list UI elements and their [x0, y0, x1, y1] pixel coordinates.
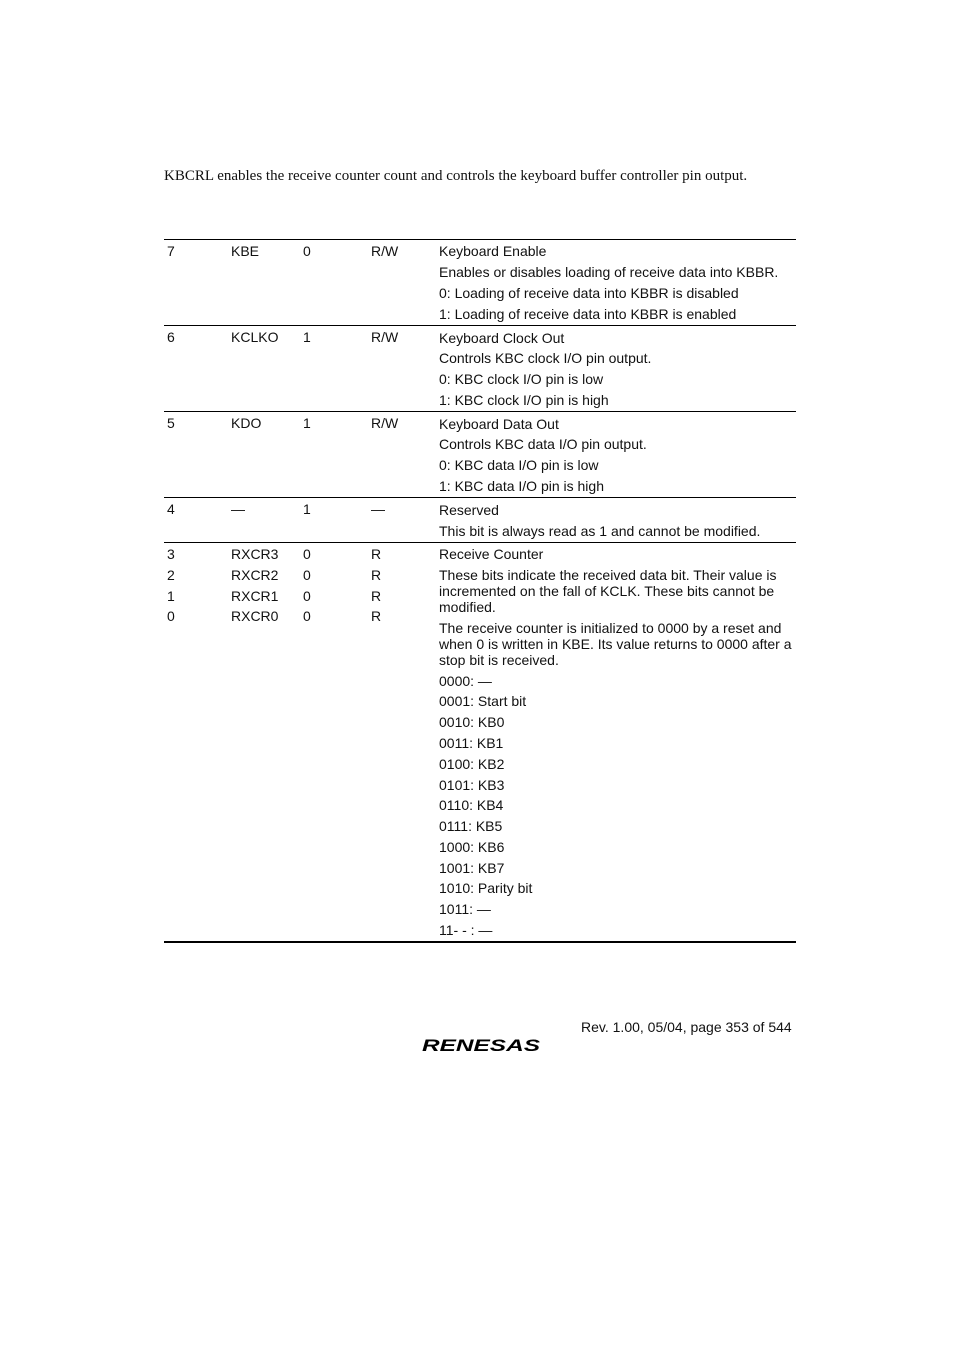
description-text: Controls KBC clock I/O pin output.: [439, 350, 652, 367]
table-row: [164, 239, 796, 325]
bit-cell: [167, 241, 217, 262]
initial-value-cell-line: 1: [303, 329, 311, 346]
rw-cell: [371, 241, 431, 262]
description-text: 0111: KB5: [439, 818, 503, 835]
description-title: Keyboard Enable: [439, 243, 547, 260]
description-text: 0011: KB1: [439, 735, 504, 752]
description-cell: [439, 499, 796, 541]
rw-cell-line: R/W: [371, 243, 399, 259]
bit-cell: [167, 413, 217, 434]
rw-cell-line: —: [371, 501, 385, 518]
description-text: 1010: Parity bit: [439, 880, 533, 897]
description-text: 0: KBC clock I/O pin is low: [439, 371, 604, 388]
description-text: This bit is always read as 1 and cannot be modified.: [439, 522, 761, 539]
bit-cell-line: 4: [167, 501, 175, 518]
intro-paragraph: KBCRL enables the receive counter count and controls the keyboard buffer controller pin output.: [164, 168, 748, 184]
description-text: Enables or disables loading of receive data into KBBR.: [439, 264, 779, 281]
bit-name-cell-line: RXCR2: [231, 566, 279, 583]
renesas-logo: [422, 1035, 542, 1055]
initial-value-cell-line: 1: [303, 501, 311, 518]
rw-cell: [371, 327, 431, 348]
bit-name-cell-line: RXCR0: [231, 608, 279, 625]
rw-cell-line: R: [371, 608, 382, 625]
initial-value-cell-line: 0: [303, 566, 311, 583]
bit-cell-line: 7: [167, 243, 175, 259]
description-text: 11- - : —: [439, 922, 493, 939]
description-text: 0: Loading of receive data into KBBR is disabled: [439, 284, 739, 301]
bit-cell: [167, 544, 217, 627]
rw-cell-line: R: [371, 587, 382, 604]
rw-cell: [371, 544, 431, 627]
bit-name-cell-line: KBE: [231, 243, 260, 259]
description-title: Receive Counter: [439, 546, 544, 563]
description-text: 1001: KB7: [439, 859, 505, 876]
description-text: 0010: KB0: [439, 714, 505, 731]
bit-name-cell: [231, 241, 301, 262]
description-title: Keyboard Clock Out: [439, 329, 565, 346]
initial-value-cell: [303, 413, 363, 434]
rw-cell: [371, 413, 431, 434]
bit-cell: [167, 499, 217, 520]
initial-value-cell-line: 0: [303, 243, 311, 259]
initial-value-cell: [303, 327, 363, 348]
description-cell: [439, 544, 796, 941]
description-cell: [439, 413, 796, 496]
bit-name-cell-line: RXCR1: [231, 587, 279, 604]
bit-name-cell: [231, 544, 301, 627]
page-info: Rev. 1.00, 05/04, page 353 of 544: [581, 1019, 792, 1035]
description-cell: [439, 241, 796, 324]
bit-cell-line: 2: [167, 566, 175, 583]
initial-value-cell-line: 0: [303, 587, 311, 604]
description-text: 1000: KB6: [439, 838, 505, 855]
initial-value-cell: [303, 544, 363, 627]
description-title: Keyboard Data Out: [439, 415, 559, 432]
bit-name-cell: [231, 499, 301, 520]
initial-value-cell-line: 1: [303, 415, 311, 432]
description-text: Controls KBC data I/O pin output.: [439, 436, 647, 453]
initial-value-cell: [303, 499, 363, 520]
bit-name-cell-line: —: [231, 501, 245, 518]
rw-cell: [371, 499, 431, 520]
description-text: 1: KBC data I/O pin is high: [439, 477, 604, 494]
bit-cell-line: 3: [167, 545, 175, 562]
description-text: 0001: Start bit: [439, 693, 527, 710]
rw-cell-line: R: [371, 545, 382, 562]
description-text: 0000: —: [439, 672, 492, 689]
description-text: 0: KBC data I/O pin is low: [439, 457, 599, 474]
table-row: [164, 542, 796, 944]
svg-text:RENESAS: RENESAS: [422, 1036, 541, 1055]
bit-cell: [167, 327, 217, 348]
rw-cell-line: R/W: [371, 329, 399, 346]
description-title: Reserved: [439, 501, 499, 518]
bit-name-cell-line: KCLKO: [231, 329, 279, 346]
bit-cell-line: 5: [167, 415, 175, 432]
description-text: 0101: KB3: [439, 776, 505, 793]
description-text: 0110: KB4: [439, 797, 504, 814]
bit-cell-line: 1: [167, 587, 175, 604]
description-text: The receive counter is initialized to 0000 by a reset and when 0 is written in KBE. Its value returns to 0000 after a stop bit is received.: [439, 619, 792, 668]
description-text: 1: KBC clock I/O pin is high: [439, 391, 609, 408]
rw-cell-line: R/W: [371, 415, 399, 432]
bit-cell-line: 6: [167, 329, 175, 346]
description-text: 1: Loading of receive data into KBBR is enabled: [439, 305, 737, 322]
initial-value-cell-line: 0: [303, 608, 311, 625]
rw-cell-line: R: [371, 566, 382, 583]
bit-name-cell: [231, 327, 301, 348]
bit-name-cell: [231, 413, 301, 434]
description-text: 1011: —: [439, 901, 491, 918]
register-bit-table: [164, 239, 796, 943]
bit-name-cell-line: RXCR3: [231, 545, 279, 562]
description-text: These bits indicate the received data bit. Their value is incremented on the fall of KCLK. These bits cannot be modified.: [439, 567, 777, 616]
table-row: [164, 325, 796, 411]
table-row: [164, 497, 796, 542]
bit-name-cell-line: KDO: [231, 415, 262, 432]
initial-value-cell: [303, 241, 363, 262]
description-text: 0100: KB2: [439, 755, 505, 772]
initial-value-cell-line: 0: [303, 545, 311, 562]
table-row: [164, 411, 796, 497]
description-cell: [439, 327, 796, 410]
bit-cell-line: 0: [167, 608, 175, 625]
